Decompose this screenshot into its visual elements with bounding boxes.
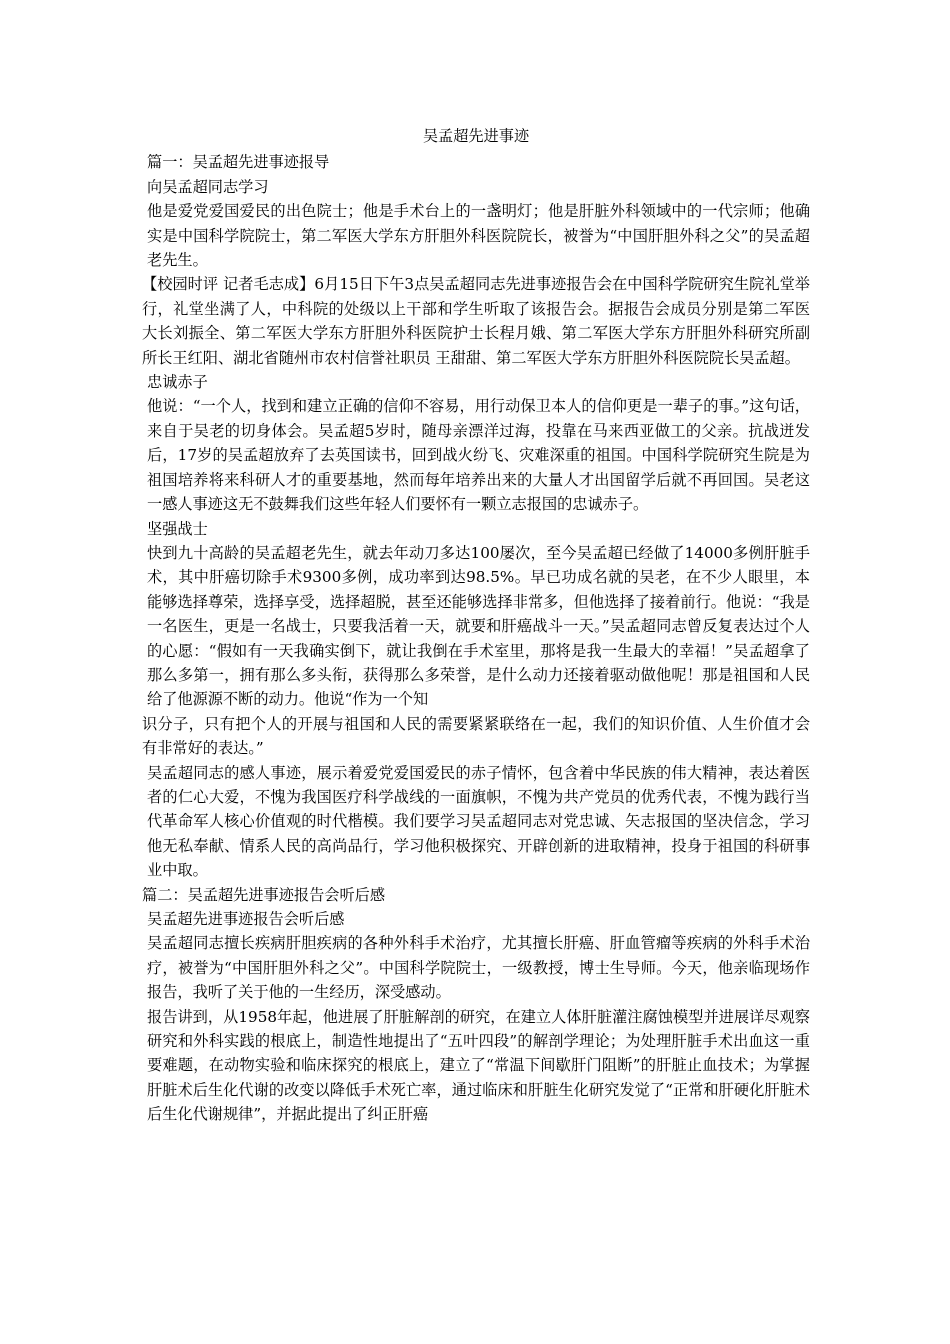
- paragraph: 他说：“一个人，找到和建立正确的信仰不容易，用行动保卫本人的信仰更是一辈子的事。”这句话，来自于吴老的切身体会。吴孟超5岁时，随母亲漂洋过海，投靠在马来西亚做工的父亲。抗战迸发后，17岁的吴孟超放弃了去英国读书，回到战火纷飞、灾难深重的祖国。中国科学院研究生院是为祖国培养将来科研人才的重要基地，然而每年培养出来的大量人才出国留学后就不再回国。吴老这一感人事迹这无不鼓舞我们这些年轻人们要怀有一颗立志报国的忠诚赤子。: [147, 397, 810, 514]
- paragraph: 吴孟超先进事迹报告会听后感: [147, 910, 345, 928]
- document-title: 吴孟超先进事迹: [422, 127, 530, 145]
- document-page: [142, 124, 810, 1127]
- document-body: [142, 150, 810, 1126]
- paragraph: 识分子，只有把个人的开展与祖国和人民的需要紧紧联络在一起，我们的知识价值、人生价值才会有非常好的表达。”: [142, 714, 810, 758]
- paragraph: 【校园时评 记者毛志成】6月15日下午3点吴孟超同志先进事迹报告会在中国科学院研究生院礼堂举行，礼堂坐满了人，中科院的处级以上干部和学生听取了该报告会。据报告会成员分别是第二军医大长刘振全、第二军医大学东方肝胆外科医院护士长程月娥、第二军医大学东方肝胆外科研究所副所长王红阳、湖北省随州市农村信誉社职员 王甜甜、第二军医大学东方肝胆外科医院院长吴孟超。: [142, 275, 810, 367]
- paragraph: 报告讲到，从1958年起，他进展了肝脏解剖的研究，在建立人体肝脏灌注腐蚀模型并进展详尽观察研究和外科实践的根底上，制造性地提出了“五叶四段”的解剖学理论；为处理肝脏手术出血这一重要难题，在动物实验和临床探究的根底上，建立了“常温下间歇肝门阻断”的肝脏止血技术；为掌握肝脏术后生化代谢的改变以降低手术死亡率，通过临床和肝脏生化研究发觉了“正常和肝硬化肝脏术后生化代谢规律”，并据此提出了纠正肝癌: [147, 1007, 810, 1124]
- paragraph: 坚强战士: [147, 519, 208, 538]
- paragraph: 篇二：吴孟超先进事迹报告会听后感: [142, 885, 385, 904]
- paragraph: 篇一：吴孟超先进事迹报导: [147, 153, 330, 172]
- paragraph: 向吴孟超同志学习: [147, 177, 269, 196]
- paragraph: 他是爱党爱国爱民的出色院士；他是手术台上的一盏明灯；他是肝脏外科领域中的一代宗师；他确实是中国科学院院士，第二军医大学东方肝胆外科医院院长，被誉为“中国肝胆外科之父”的吴孟超老先生。: [147, 202, 810, 270]
- paragraph: 快到九十高龄的吴孟超老先生，就去年动刀多达100屡次，至今吴孟超已经做了14000多例肝脏手术，其中肝癌切除手术9300多例，成功率到达98.5%。早已功成名就的吴老，在不少人眼里，本能够选择尊荣，选择享受，选择超脱，甚至还能够选择非常多，但他选择了接着前行。他说：“我是一名医生，更是一名战士，只要我活着一天，就要和肝癌战斗一天。”吴孟超同志曾反复表达过个人的心愿：“假如有一天我确实倒下，就让我倒在手术室里，那将是我一生最大的幸福！”吴孟超拿了那么多第一，拥有那么多头衔，获得那么多荣誉，是什么动力还接着驱动做他呢！那是祖国和人民给了他源源不断的动力。他说“作为一个知: [147, 543, 810, 709]
- paragraph: 吴孟超同志的感人事迹，展示着爱党爱国爱民的赤子情怀，包含着中华民族的伟大精神，表达着医者的仁心大爱，不愧为我国医疗科学战线的一面旗帜，不愧为共产党员的优秀代表，不愧为践行当代革命军人核心价值观的时代楷模。我们要学习吴孟超同志对党忠诚、矢志报国的坚决信念，学习他无私奉献、情系人民的高尚品行，学习他积极探究、开辟创新的进取精神，投身于祖国的科研事业中取。: [147, 763, 810, 880]
- paragraph: 吴孟超同志擅长疾病肝胆疾病的各种外科手术治疗，尤其擅长肝癌、肝血管瘤等疾病的外科手术治疗，被誉为“中国肝胆外科之父”。中国科学院院士，一级教授，博士生导师。今天，他亲临现场作报告，我听了关于他的一生经历，深受感动。: [147, 934, 810, 1002]
- paragraph: 忠诚赤子: [147, 373, 208, 392]
